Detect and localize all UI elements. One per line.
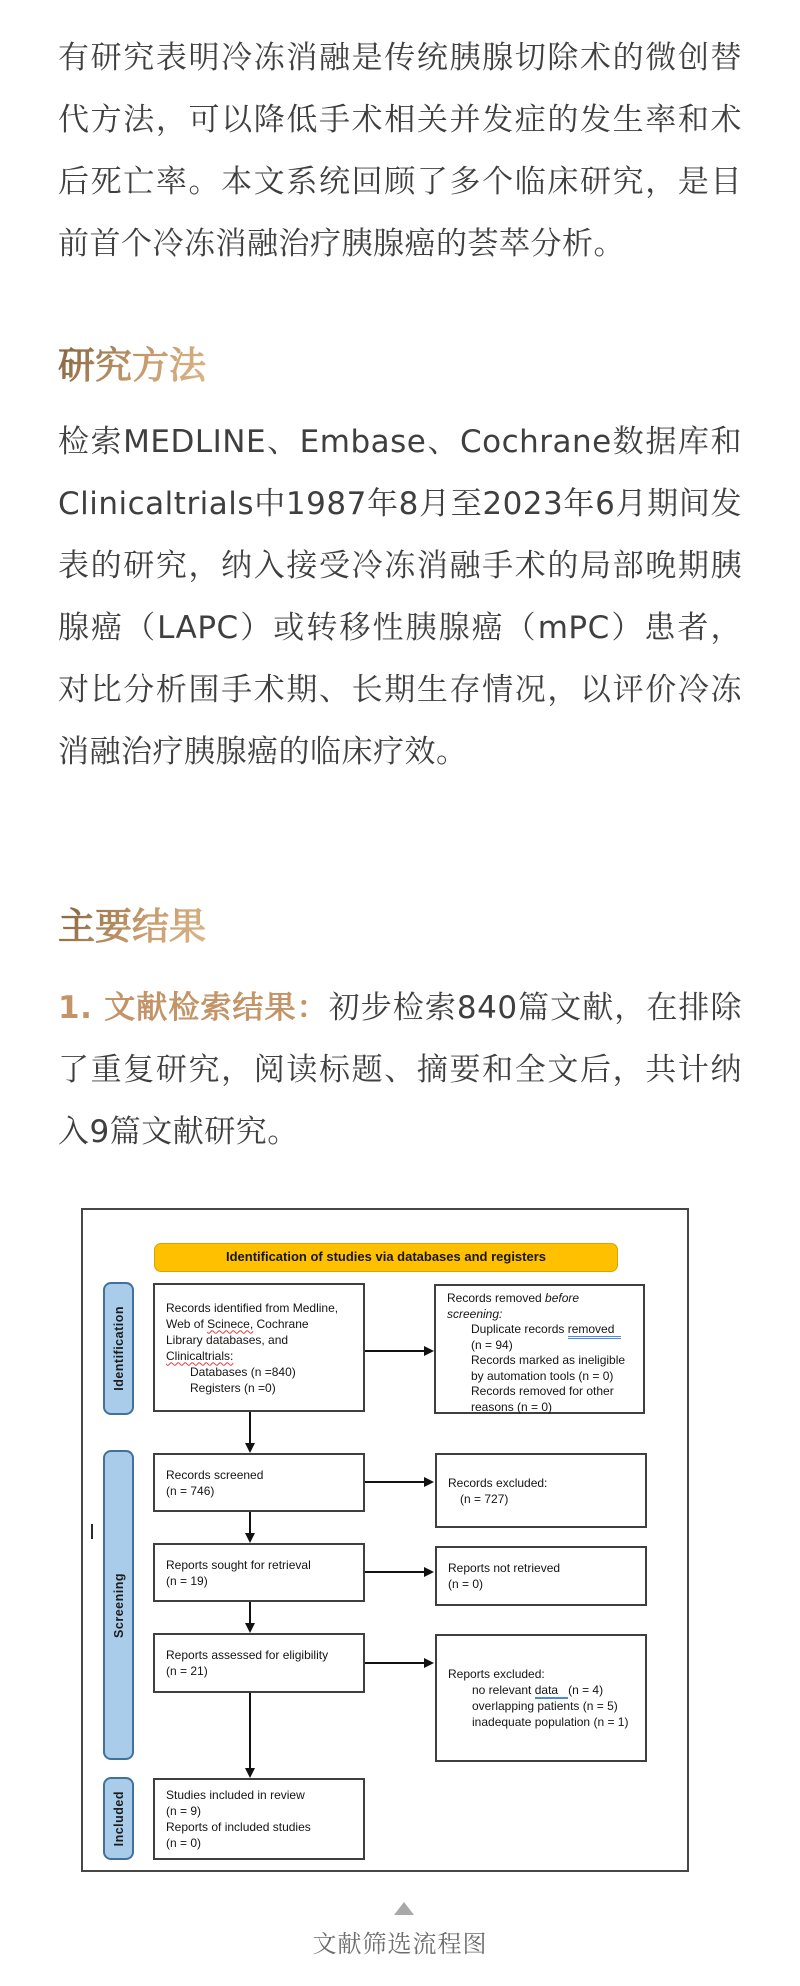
prisma-banner: Identification of studies via databases and registers bbox=[154, 1243, 618, 1272]
result-1-paragraph bbox=[58, 977, 742, 1163]
box-studies-included: Studies included in review (n = 9) Reports of included studies (n = 0) bbox=[153, 1778, 365, 1860]
box-records-excluded: Records excluded: (n = 727) bbox=[435, 1453, 647, 1528]
arrow-sought-down-icon bbox=[249, 1602, 251, 1624]
box-reports-not-retrieved: Reports not retrieved (n = 0) bbox=[435, 1546, 647, 1606]
intro-paragraph: 有研究表明冷冻消融是传统胰腺切除术的微创替代方法，可以降低手术相关并发症的发生率和术后死亡率。本文系统回顾了多个临床研究，是目前首个冷冻消融治疗胰腺癌的荟萃分析。 bbox=[58, 40, 742, 262]
box-reports-sought: Reports sought for retrieval (n = 19) bbox=[153, 1543, 365, 1602]
arrow-sought-to-notretrieved-icon bbox=[365, 1571, 425, 1573]
phase-label-identification: Identification bbox=[103, 1282, 134, 1415]
result-1-text: 初步检索840篇文献，在排除了重复研究，阅读标题、摘要和全文后，共计纳入9篇文献研究。 bbox=[58, 990, 742, 1150]
result-1-label: 1. 文献检索结果： bbox=[58, 990, 329, 1026]
box-records-identified: Records identified from Medline, Web of Scinece, Cochrane Library databases, and Clinicaltrials: Databases (n =840) Registers (n =0) bbox=[153, 1283, 365, 1412]
box-reports-excluded: Reports excluded: no relevant data (n = 4) overlapping patients (n = 5) inadequate population (n = 1) bbox=[435, 1634, 647, 1762]
section-heading-methods: 研究方法 bbox=[58, 343, 206, 387]
arrow-screened-to-excluded-icon bbox=[365, 1481, 425, 1483]
arrow-screened-down-icon bbox=[249, 1512, 251, 1534]
arrow-identified-down-icon bbox=[249, 1412, 251, 1444]
box-records-removed: Records removed before screening: Duplicate records removed (n = 94) Records marked as ineligible by automation tools (n = 0) Records removed for other reasons (n = 0) bbox=[434, 1284, 645, 1414]
arrow-assessed-to-excluded-icon bbox=[365, 1662, 425, 1664]
arrow-identified-to-removed-icon bbox=[365, 1350, 425, 1352]
section-heading-results: 主要结果 bbox=[58, 904, 206, 948]
text-cursor-artifact bbox=[91, 1524, 93, 1539]
methods-paragraph: 检索MEDLINE、Embase、Cochrane数据库和Clinicaltrials中1987年8月至2023年6月期间发表的研究，纳入接受冷冻消融手术的局部晚期胰腺癌（LAPC）或转移性胰腺癌（mPC）患者，对比分析围手术期、长期生存情况，以评价冷冻消融治疗胰腺癌的临床疗效。 bbox=[58, 424, 742, 770]
prisma-flow-diagram[interactable] bbox=[81, 1208, 689, 1872]
phase-label-screening: Screening bbox=[103, 1450, 134, 1760]
box-records-screened: Records screened (n = 746) bbox=[153, 1453, 365, 1512]
box-reports-assessed: Reports assessed for eligibility (n = 21) bbox=[153, 1633, 365, 1693]
arrow-assessed-down-icon bbox=[249, 1693, 251, 1769]
figure-caption: 文献筛选流程图 bbox=[312, 1930, 488, 1958]
collapse-triangle-icon bbox=[394, 1902, 414, 1915]
phase-label-included: Included bbox=[103, 1777, 134, 1860]
